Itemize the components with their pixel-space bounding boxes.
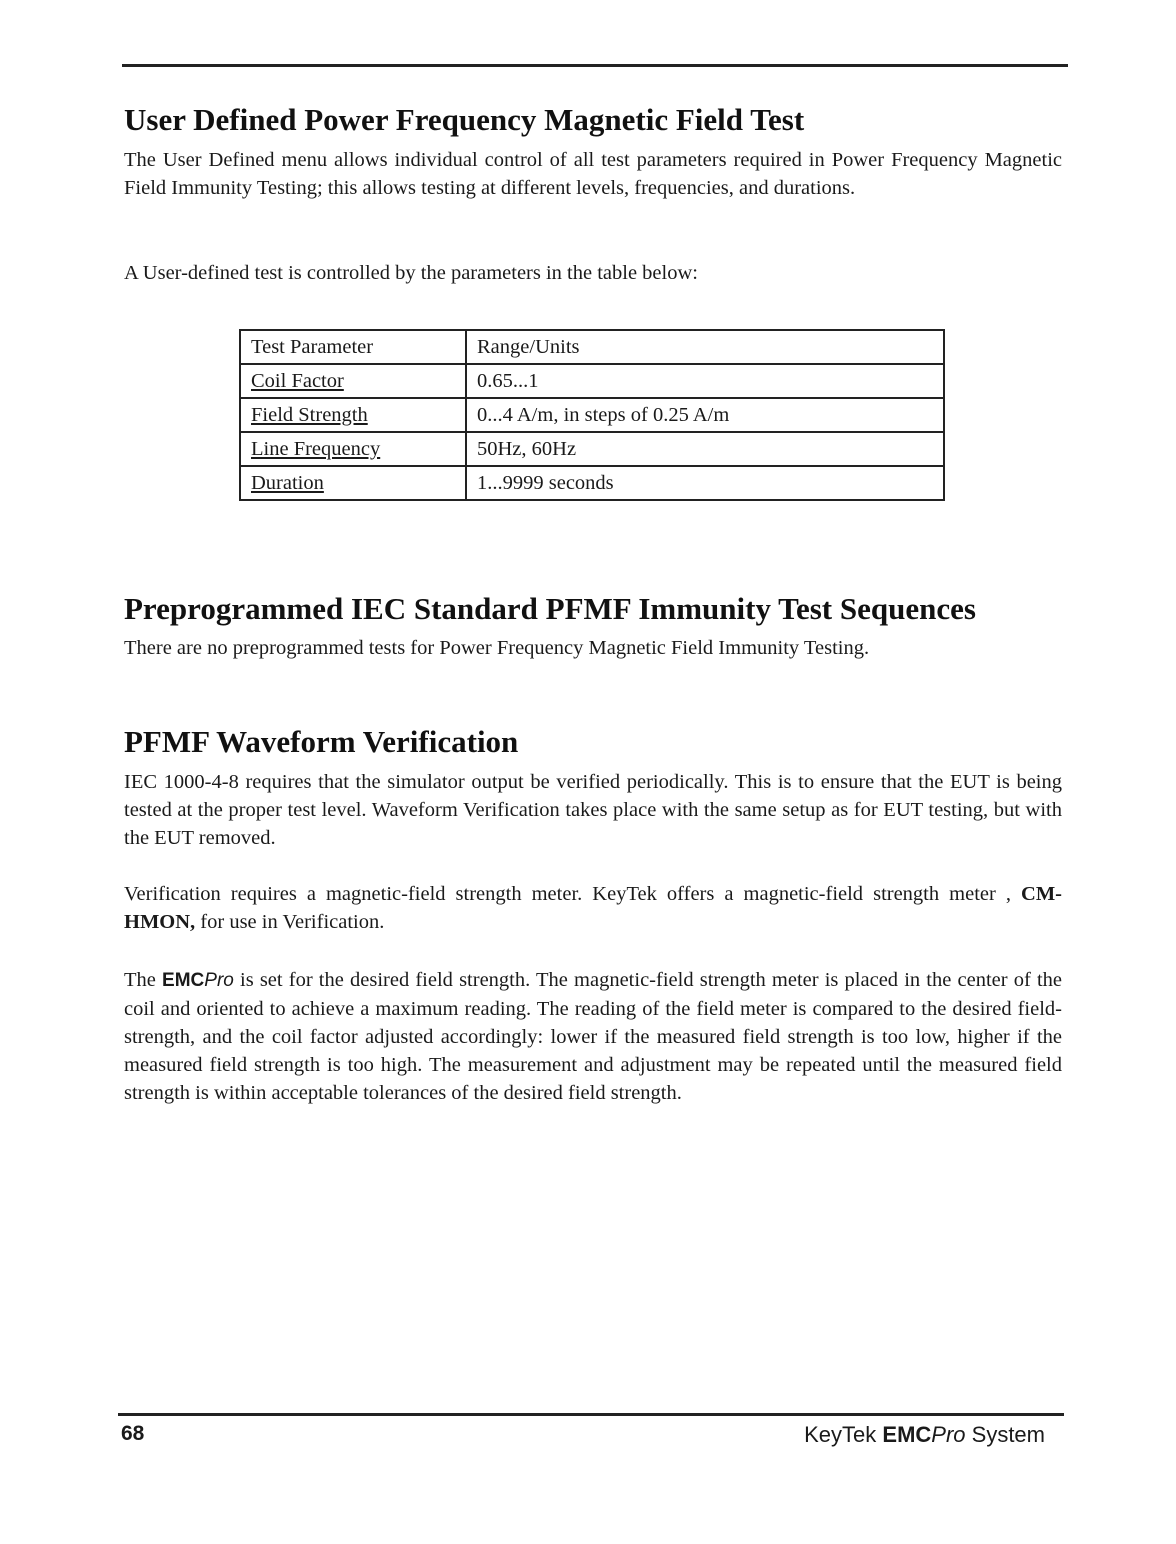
emcpro-brand-italic: Pro xyxy=(204,970,234,991)
footer-rule xyxy=(118,1413,1064,1416)
table-row xyxy=(240,466,944,500)
footer-brand-bold: EMC xyxy=(882,1422,932,1447)
table-header-row xyxy=(240,330,944,364)
emcpro-brand-bold: EMC xyxy=(162,970,205,991)
verification-para-2-text: Verification requires a magnetic-field strength meter. KeyTek offers a magnetic-field strength meter , xyxy=(124,883,1022,905)
section-title-user-defined: User Defined Power Frequency Magnetic Field Test xyxy=(124,102,805,137)
param-name-link[interactable]: Duration xyxy=(240,466,466,500)
table-header-cell: Range/Units xyxy=(466,330,944,364)
verification-para-2 xyxy=(124,880,1062,936)
verification-para-3-text: is set for the desired field strength. The magnetic-field strength meter is placed in the center of the coil and oriented to achieve a maximum reading. The reading of the field meter is compared to the desired field-strength, and the coil factor adjusted accordingly: lower if the measured field strength is too low, higher if the measured field strength is too high. The measurement and adjustment may be repeated until the measured field strength is within acceptable tolerances of the desired field strength. xyxy=(124,969,1062,1104)
preprogrammed-text: There are no preprogrammed tests for Power Frequency Magnetic Field Immunity Testing. xyxy=(124,637,870,659)
param-range: 0.65...1 xyxy=(466,364,944,398)
header-rule xyxy=(122,64,1068,67)
param-name-link[interactable]: Coil Factor xyxy=(240,364,466,398)
param-range: 50Hz, 60Hz xyxy=(466,432,944,466)
product-name: CM-HMON, xyxy=(124,883,1062,933)
verification-para-3 xyxy=(124,966,1062,1107)
emcpro-brand xyxy=(162,970,234,991)
verification-para-3-lead: The xyxy=(124,969,163,991)
param-range: 0...4 A/m, in steps of 0.25 A/m xyxy=(466,398,944,432)
user-defined-intro: The User Defined menu allows individual control of all test parameters required in Power Frequency Magnetic Field Immunity Testing; this allows testing at different levels, frequencies, and durations. xyxy=(124,149,1062,199)
footer-brand-prefix: KeyTek xyxy=(804,1422,883,1447)
footer-brand xyxy=(804,1422,1045,1448)
page-number: 68 xyxy=(121,1422,145,1445)
param-name-link[interactable]: Line Frequency xyxy=(240,432,466,466)
verification-para-1: IEC 1000-4-8 requires that the simulator output be verified periodically. This is to ensure that the EUT is being tested at the proper test level. Waveform Verification takes place with the same setup as for EUT testing, but with the EUT removed. xyxy=(124,771,1062,849)
param-name-link[interactable]: Field Strength xyxy=(240,398,466,432)
parameters-table xyxy=(239,329,945,501)
table-row xyxy=(240,364,944,398)
param-range: 1...9999 seconds xyxy=(466,466,944,500)
verification-para-2-tail: for use in Verification. xyxy=(195,911,385,933)
table-row xyxy=(240,432,944,466)
section-title-waveform-verification: PFMF Waveform Verification xyxy=(124,724,519,759)
table-header-cell: Test Parameter xyxy=(240,330,466,364)
user-defined-table-intro: A User-defined test is controlled by the parameters in the table below: xyxy=(124,262,698,284)
table-row xyxy=(240,398,944,432)
section-title-preprogrammed: Preprogrammed IEC Standard PFMF Immunity Test Sequences xyxy=(124,591,976,626)
footer-brand-suffix: System xyxy=(965,1422,1045,1447)
footer-brand-italic: Pro xyxy=(931,1422,966,1447)
